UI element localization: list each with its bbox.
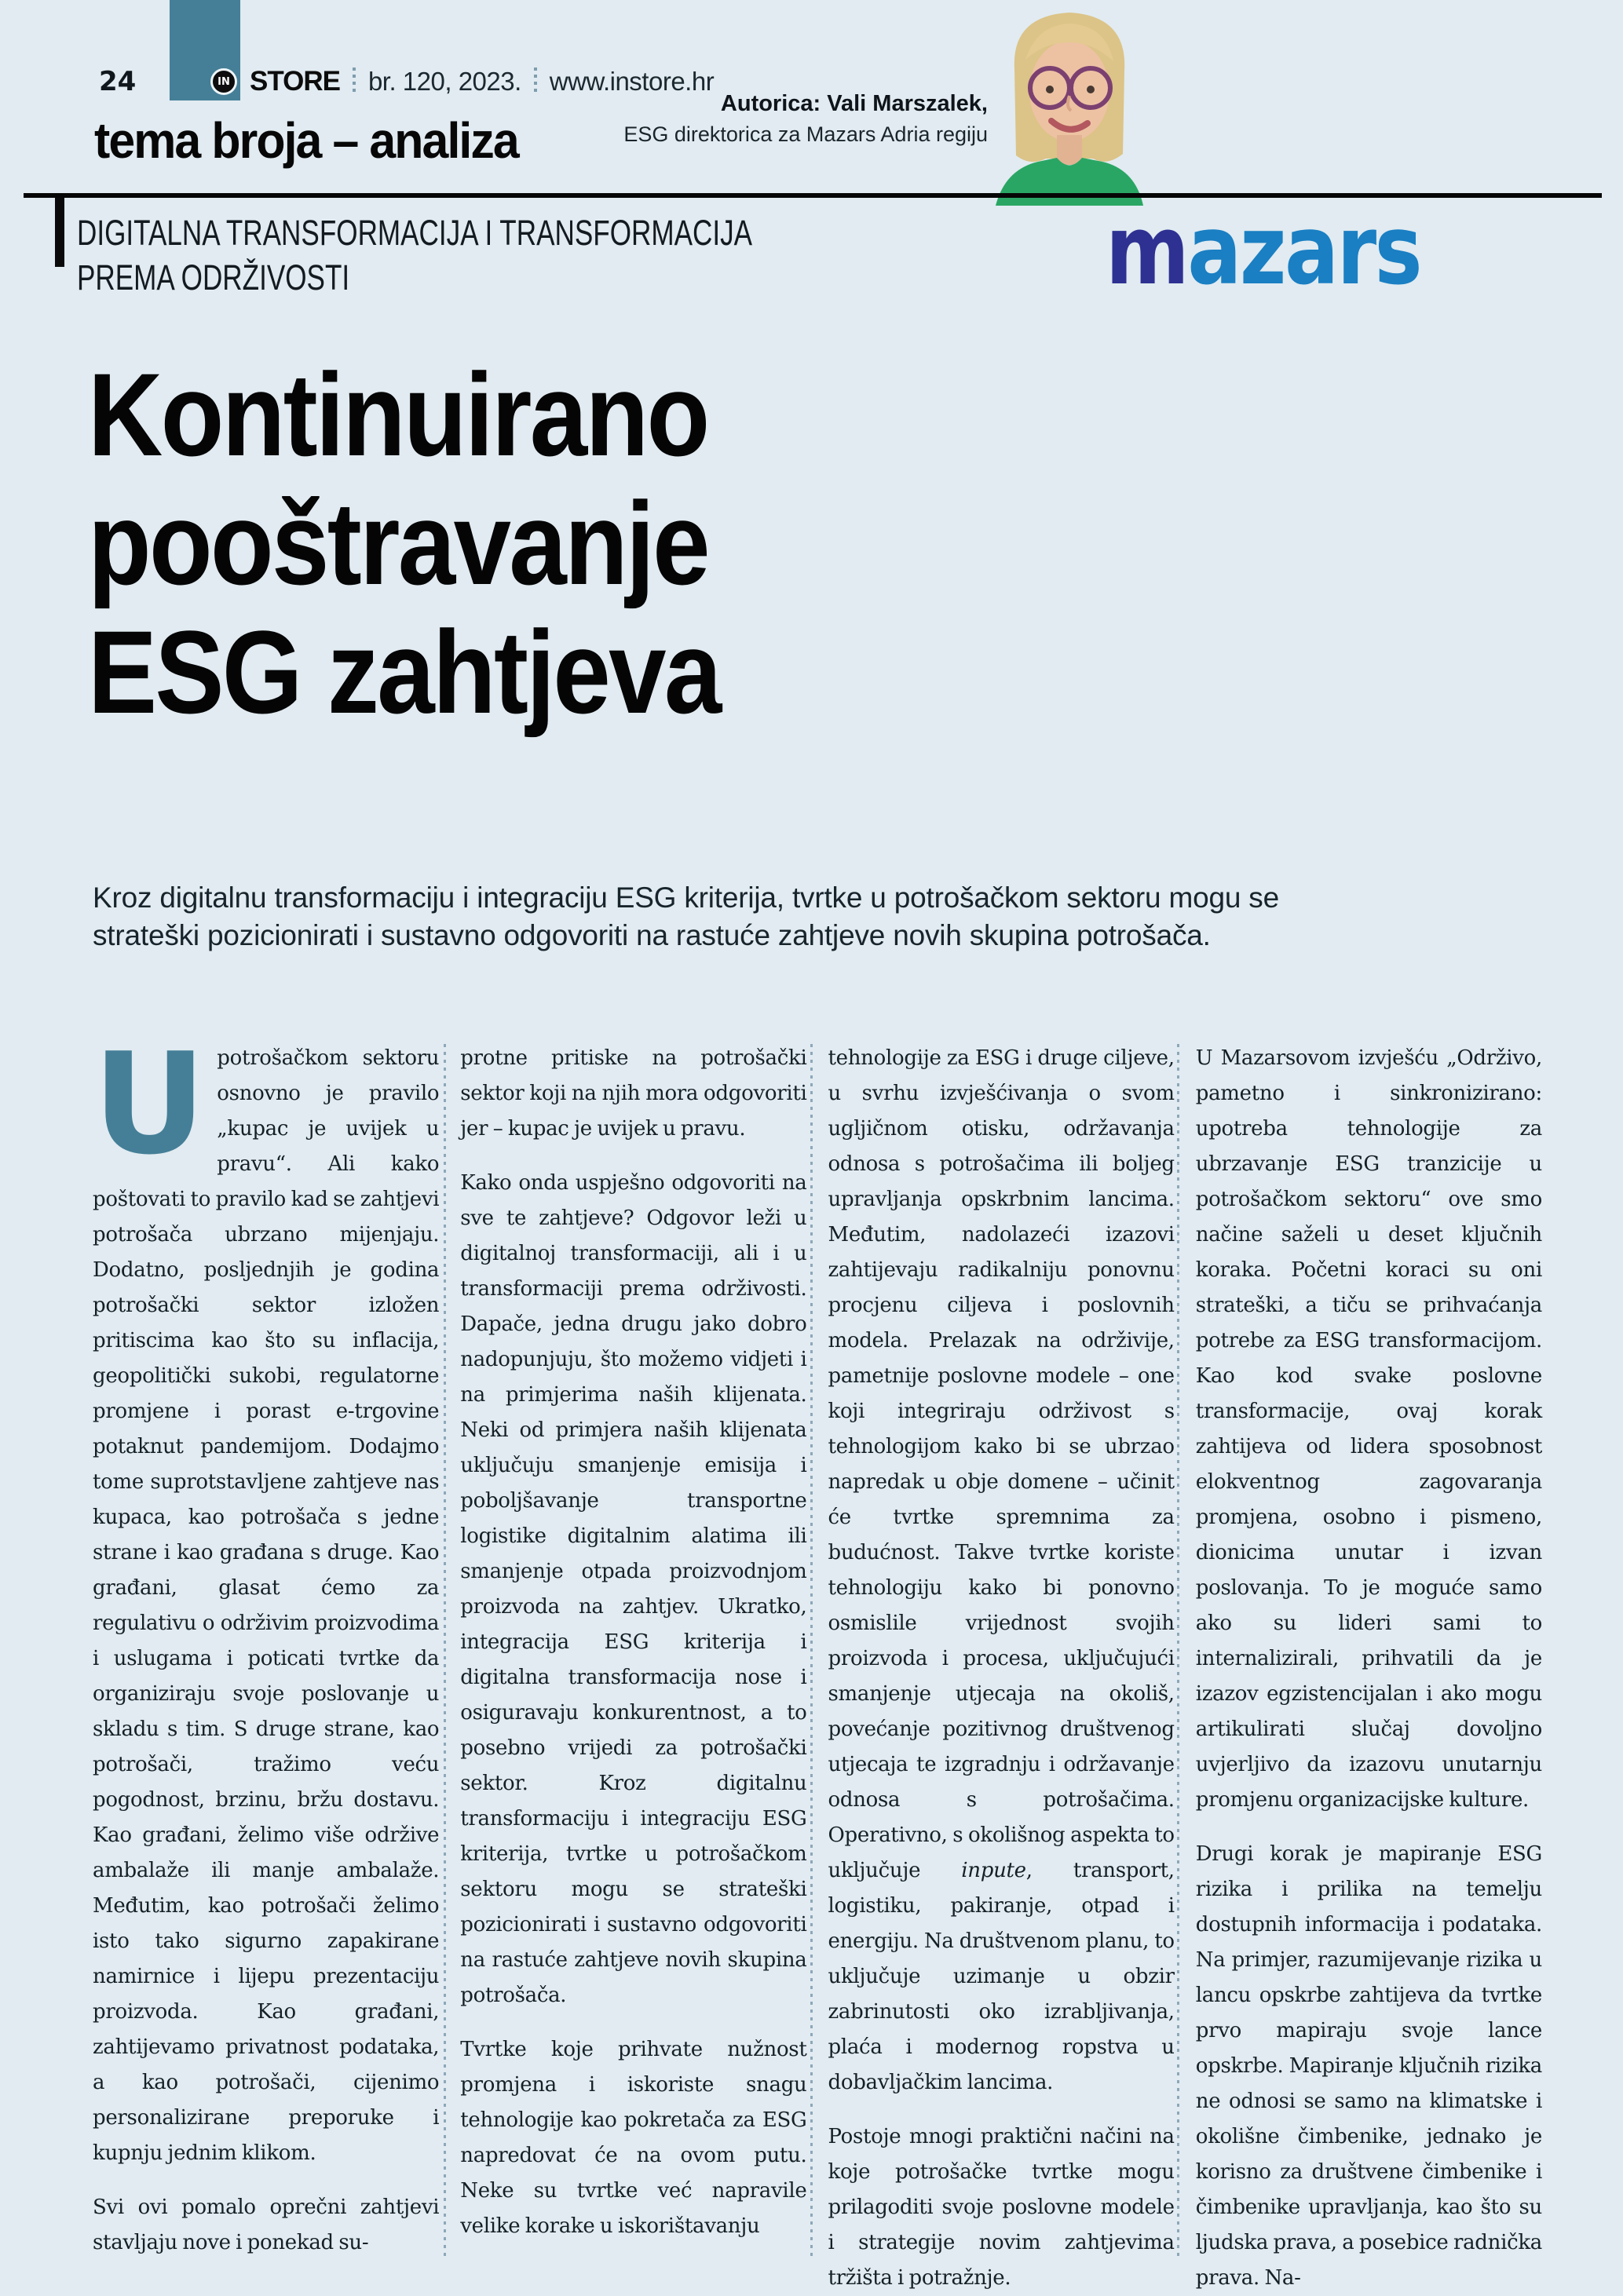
- column-3: [828, 1041, 1175, 2296]
- mazars-logo: [1106, 195, 1421, 306]
- lead-line-2: strateški pozicionirati i sustavno odgovoriti na rastuće zahtjeve novih skupina potrošača.: [93, 919, 1211, 951]
- mazars-logo-m: m: [1106, 195, 1188, 306]
- kicker-line-1: DIGITALNA TRANSFORMACIJA I TRANSFORMACIJA: [77, 213, 753, 253]
- column-1: [93, 1023, 440, 2296]
- article-lead: [93, 879, 1279, 955]
- author-name: Autorica: Vali Marszalek,: [720, 91, 988, 116]
- italic-term: inpute: [961, 1859, 1026, 1882]
- paragraph: protne pritiske na potrošački sektor koji na njih mora odgovoriti jer – kupac je uvijek u pravu.: [460, 1046, 807, 1141]
- paragraph: Svi ovi pomalo oprečni zahtjevi stavljaju nove i ponekad su-: [93, 2196, 440, 2254]
- paragraph-text: potrošačkom sektoru osnovno je pravilo „kupac je uvijek u pravu“. Ali kako poštovati to pravilo kad se zahtjevi potrošača ubrzano mijenjaju. Dodatno, posljednjih je godina potrošački sektor izložen pritiscima kao što su inflacija, geopolitički sukobi, regulatorne promjene i porast e-trgovine potaknut pandemijom. Dodajmo tome suprotstavljene zahtjeve nas kupaca, kao potrošača s jedne strane i kao građana s druge. Kao građani, glasat ćemo za regulativu o održivim proizvodima i uslugama i poticati tvrtke da organiziraju svoje poslovanje u skladu s tim. S druge strane, kao potrošači, tražimo veću pogodnost, brzinu, bržu dostavu. Kao građani, želimo više održive ambalaže ili manje ambalaže. Međutim, kao potrošači želimo isto tako sigurno zapakirane namirnice i lijepu prezentaciju proizvoda. Kao građani, zahtijevamo privatnost podataka, a kao potrošači, cijenimo personalizirane preporuke i kupnju jednim klikom.: [93, 1046, 440, 2165]
- headline-line-3: ESG zahtjeva: [88, 606, 720, 738]
- author-role: ESG direktorica za Mazars Adria regiju: [623, 122, 988, 146]
- column-separator: [1177, 1044, 1179, 2259]
- article-headline: [88, 350, 720, 736]
- paragraph: Kako onda uspješno odgovoriti na sve te zahtjeve? Odgovor leži u digitalnoj transformaciji, ali i u transformaciji prema održivosti. Dapače, jedna drugu jako dobro nadopunjuju, što možemo vidjeti i na primjerima naših klijenata. Neki od primjera naših klijenata uključuju smanjenje emisija i poboljšavanje transportne logistike digitalnim alatima ili smanjenje otpada proizvodnjom proizvoda na zahtjev. Ukratko, integracija ESG kriterija i digitalna transformacija nose i osiguravaju konkurentnost, a to posebno vrijedi za potrošački sektor. Kroz digitalnu transformaciju i integraciju ESG kriterija, tvrtke u potrošačkom sektoru mogu se strateški pozicionirati i sustavno odgovoriti na rastuće zahtjeve novih skupina potrošača.: [460, 1171, 807, 2007]
- paragraph: [828, 1041, 1175, 2101]
- mazars-logo-azars: azars: [1187, 195, 1421, 306]
- paragraph: [93, 1023, 440, 2171]
- issue-number: br. 120, 2023.: [367, 67, 521, 96]
- dotted-divider: [534, 68, 537, 96]
- article-body: [93, 1023, 1542, 2296]
- column-separator: [810, 1044, 813, 2259]
- headline-line-2: pooštravanje: [88, 477, 708, 609]
- author-photo: [991, 3, 1148, 206]
- kicker: [77, 210, 752, 300]
- column-separator: [444, 1044, 446, 2259]
- kicker-bar: [55, 198, 64, 267]
- headline-line-1: Kontinuirano: [88, 349, 708, 480]
- eye-right: [1087, 86, 1095, 93]
- instore-logo-text: STORE: [250, 66, 340, 97]
- eye-left: [1046, 86, 1054, 93]
- dotted-divider: [353, 68, 356, 96]
- kicker-line-2: PREMA ODRŽIVOSTI: [77, 257, 350, 297]
- website-link[interactable]: www.instore.hr: [549, 67, 715, 96]
- paragraph: Postoje mnogi praktični načini na koje potrošačke tvrtke mogu prilagoditi svoje poslovne modele i strategije novim zahtjevima tržišta i potražnje.: [828, 2125, 1175, 2290]
- author-block: [623, 91, 988, 147]
- paragraph: Drugi korak je mapiranje ESG rizika i prilika na temelju dostupnih informacija i podataka. Na primjer, razumijevanje rizika u lancu opskrbe zahtijeva da tvrtke prvo mapiraju svoje lance opskrbe. Mapiranje ključnih rizika ne odnosi se samo na klimatske i okolišne čimbenike, jednako je korisno za društvene čimbenike i čimbenike upravljanja, kao što su ljudska prava, a posebice radnička prava. Na-: [1195, 1842, 1542, 2290]
- paragraph-text: , transport, logistiku, pakiranje, otpad i energiju. Na društvenom planu, to uključuje uzimanje u obzir zabrinutosti oko izrabljivanja, plaća i modernog ropstva u dobavljačkim lancima.: [828, 1859, 1175, 2094]
- page-number: 24: [99, 66, 137, 97]
- paragraph-text: tehnologije za ESG i druge ciljeve, u svrhu izvješćivanja o svom ugljičnom otisku, održavanja odnosa s potrošačima ili boljeg upravljanja opskrbnim lancima. Međutim, nadolazeći izazovi zahtijevaju radikalniju ponovnu procjenu ciljeva i poslovnih modela. Prelazak na održivije, pametnije poslovne modele – one koji integriraju održivost s tehnologijom kako bi se ubrzao napredak u obje domene – učinit će tvrtke spremnima za budućnost. Takve tvrtke koriste tehnologiju kako bi ponovno osmislile vrijednost svojih proizvoda i procesa, uključujući smanjenje utjecaja na okoliš, povećanje pozitivnog društvenog utjecaja te izgradnju i održavanje odnosa s potrošačima. Operativno, s okolišnog aspekta to uključuje: [828, 1046, 1175, 1882]
- paragraph: Tvrtke koje prihvate nužnost promjena i iskoriste snagu tehnologije kao pokretača za ESG napredovat će na ovom putu. Neke su tvrtke već napravile velike korake u iskorištavanju: [460, 2038, 807, 2238]
- drop-cap: U: [93, 1023, 207, 1185]
- paragraph: U Mazarsovom izvješću „Održivo, pametno i sinkronizirano: upotreba tehnologije za ubrzavanje ESG tranzicije u potrošačkom sektoru“ ove smo načine saželi u deset ključnih koraka. Početni koraci su oni strateški, a tiču se prihvaćanja potrebe za ESG transformacijom. Kao kod svake poslovne transformacije, ovaj korak zahtijeva od lidera sposobnost elokventnog zagovaranja promjena, osobno i pismeno, dionicima unutar i izvan poslovanja. To je moguće samo ako su lideri sami to internalizirali, prihvatili da je izazov egzistencijalan i ako mogu artikulirati slučaj dovoljno uvjerljivo da izazovu unutarnju promjenu organizacijske kulture.: [1195, 1046, 1542, 1812]
- neck: [1057, 135, 1082, 165]
- instore-circle-icon: IN: [210, 68, 237, 95]
- section-title: tema broja – analiza: [94, 112, 518, 169]
- column-2: [460, 1041, 806, 2296]
- lead-line-1: Kroz digitalnu transformaciju i integraciju ESG kriterija, tvrtke u potrošačkom sektoru mogu se: [93, 882, 1279, 914]
- column-4: [1196, 1041, 1542, 2296]
